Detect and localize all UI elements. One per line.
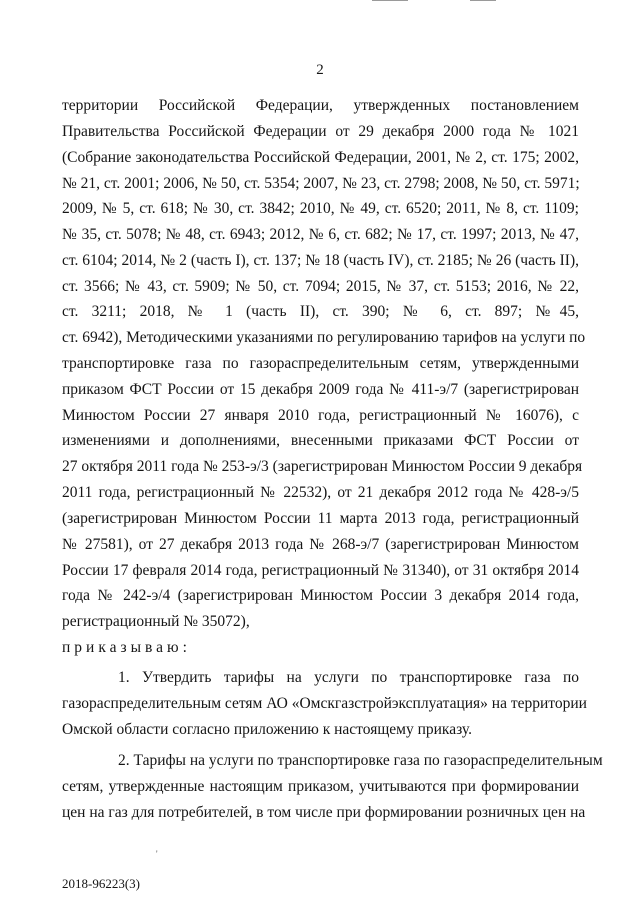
text-line: приказом ФСТ России от 15 декабря 2009 года № 411-э/7 (зарегистрирован (62, 381, 579, 398)
text-line: года № 242-э/4 (зарегистрирован Минюстом России 3 декабря 2014 года, (62, 587, 579, 604)
top-rule (372, 0, 408, 1)
text-line: 27 октября 2011 года № 253-э/3 (зарегистрирован Минюстом России 9 декабря (62, 458, 583, 475)
text-line: ст. 3566; № 43, ст. 5909; № 50, ст. 7094; 2015, № 37, ст. 5153; 2016, № 22, (62, 278, 579, 295)
text-line: Правительства Российской Федерации от 29 декабря 2000 года № 1021 (62, 123, 579, 140)
text-line: цен на газ для потребителей, в том числе при формировании розничных цен на (62, 804, 586, 821)
text-line: 2011 года, регистрационный № 22532), от 21 декабря 2012 года № 428-э/5 (62, 484, 579, 501)
top-rule (470, 0, 496, 1)
text-line: ст. 6104; 2014, № 2 (часть I), ст. 137; № 18 (часть IV), ст. 2185; № 26 (часть II), (62, 252, 579, 269)
text-line: 2009, № 5, ст. 618; № 30, ст. 3842; 2010, № 49, ст. 6520; 2011, № 8, ст. 1109; (62, 200, 579, 217)
text-line: 2. Тарифы на услуги по транспортировке газа по газораспределительным (118, 752, 603, 769)
text-line: территории Российской Федерации, утвержденных постановлением (62, 97, 579, 114)
text-line: № 27581), от 27 декабря 2013 года № 268-э/7 (зарегистрирован Минюстом (62, 536, 579, 553)
text-line: (зарегистрирован Минюстом России 11 марта 2013 года, регистрационный (62, 510, 579, 527)
prikaz-heading: приказываю: (62, 639, 191, 656)
text-line: Омской области согласно приложению к настоящему приказу. (62, 721, 472, 738)
text-line: ст. 6942), Методическими указаниями по регулированию тарифов на услуги по (62, 329, 586, 346)
text-line: № 35, ст. 5078; № 48, ст. 6943; 2012, № 6, ст. 682; № 17, ст. 1997; 2013, № 47, (62, 226, 579, 243)
text-line: изменениями и дополнениями, внесенными приказами ФСТ России от (62, 432, 579, 449)
text-line: России 17 февраля 2014 года, регистрационный № 31340), от 31 октября 2014 (62, 562, 579, 579)
text-line: газораспределительным сетям АО «Омскгазстройэксплуатация» на территории (62, 695, 587, 712)
text-line: (Собрание законодательства Российской Федерации, 2001, № 2, ст. 175; 2002, (62, 149, 579, 166)
document-code: 2018-96223(3) (62, 876, 140, 891)
scan-mark: ' (156, 849, 158, 859)
text-line: регистрационный № 35072), (62, 613, 250, 630)
text-line: ст. 3211; 2018, № 1 (часть II), ст. 390; № 6, ст. 897; №45, (62, 303, 579, 320)
page-number: 2 (316, 62, 324, 78)
text-line: транспортировке газа по газораспределительным сетям, утвержденными (62, 355, 579, 372)
text-line: 1. Утвердить тарифы на услуги по транспортировке газа по (118, 669, 579, 686)
text-line: № 21, ст. 2001; 2006, № 50, ст. 5354; 2007, № 23, ст. 2798; 2008, № 50, ст. 5971; (62, 175, 580, 192)
text-line: сетям, утвержденные настоящим приказом, учитываются при формировании (62, 778, 579, 795)
text-line: Минюстом России 27 января 2010 года, регистрационный № 16076), с (62, 407, 579, 424)
